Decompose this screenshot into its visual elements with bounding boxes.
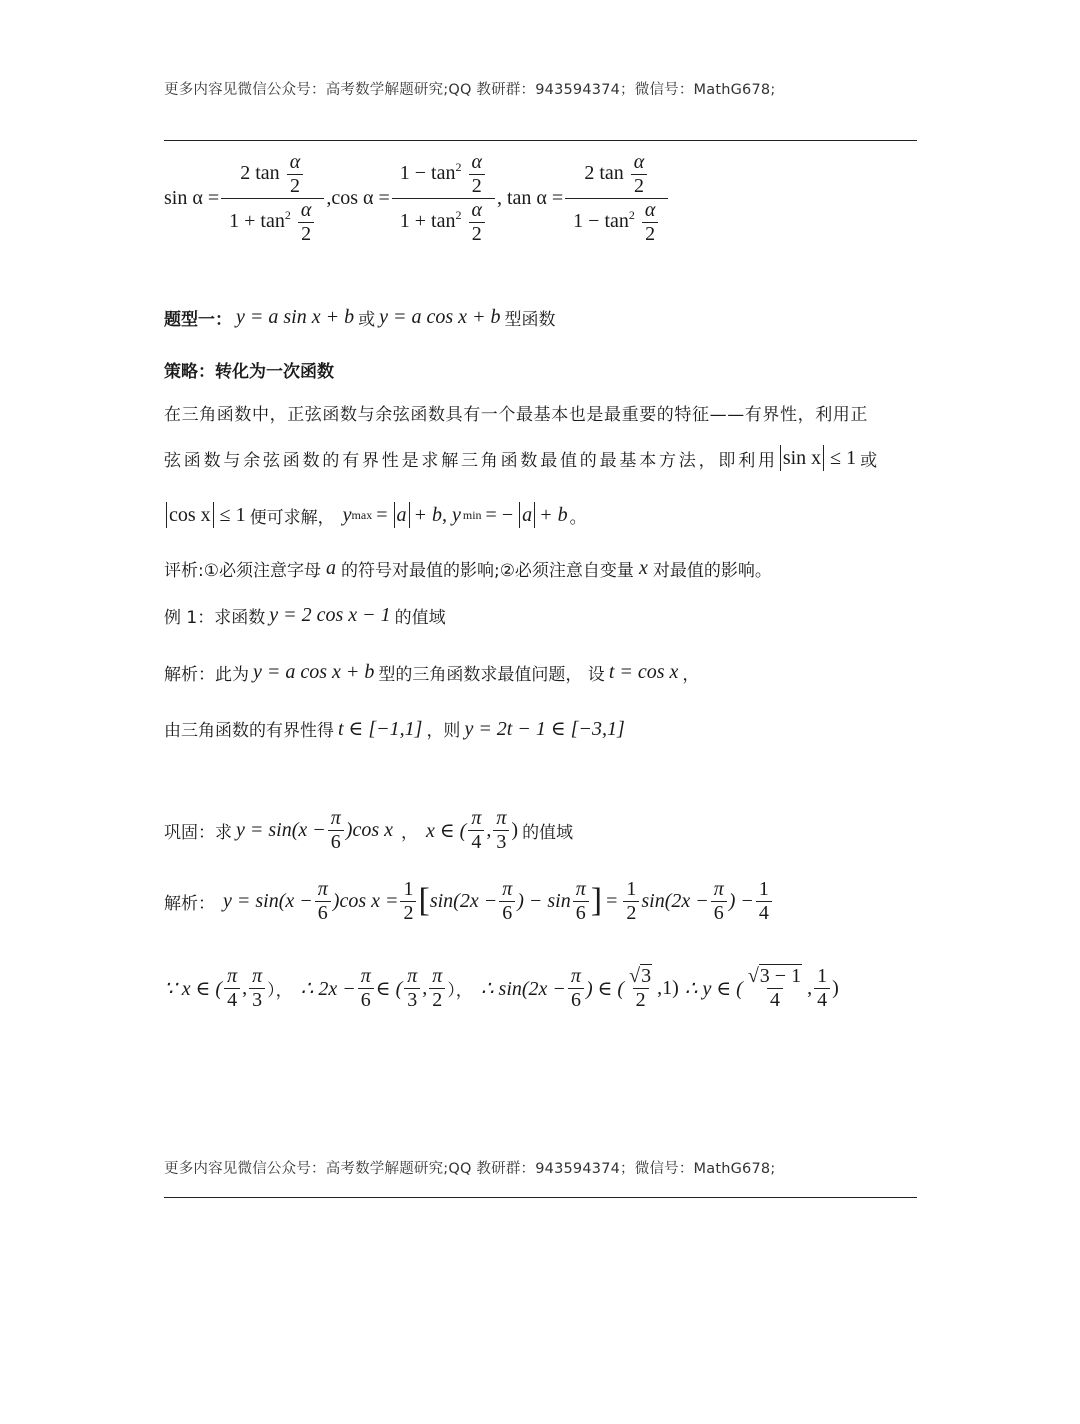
tan-label: , tan α = bbox=[496, 186, 564, 209]
header-text: 更多内容见微信公众号：高考数学解题研究;QQ 教研群：943594374；微信号：MathG678; bbox=[164, 82, 776, 98]
solution1-line: 解析：此为 y = a cos x + b 型的三角函数求最值问题， 设 t = cos x ， bbox=[164, 661, 700, 685]
strategy-heading: 策略：转化为一次函数 bbox=[164, 362, 334, 382]
comment-line: 评析:①必须注意字母 a 的符号对最值的影响;②必须注意自变量 x 对最值的影响。 bbox=[164, 557, 772, 581]
cos-fraction: $1 - \tan^2$ $\frac{\alpha}{2}$ $1 + \tan^2$ $\frac{\alpha}{2}$ bbox=[392, 151, 495, 246]
para-line2: 弦函数与余弦函数的有界性是求解三角函数最值的最基本方法，即利用 sin x ≤ 1 或 bbox=[164, 446, 878, 471]
consolidate-line: 巩固：求 y = sin(x − $\frac{\pi}{6}$ )cos x ， x ∈ ( $\frac{\pi}{4}$ , $\frac{\pi}{3}$ ) 的值域 bbox=[164, 806, 574, 853]
solution2-line: 解析： y = sin(x − $\frac{\pi}{6}$ )cos x = $\frac{1}{2}$ [ sin(2x − $\frac{\pi}{6}$ ) − sin $\frac{\pi}{6}$ ] = $\frac{1}{2}$ sin(2x − $\frac{\pi}{6}$ ) − $\frac{1}{4}$ bbox=[164, 872, 774, 930]
para-line3: cos x ≤ 1 便可求解， y max = a + b, y min = − a + b 。 bbox=[164, 502, 587, 528]
footer-rule bbox=[164, 1197, 917, 1198]
sin-label: sin α = bbox=[164, 186, 220, 209]
tan-fraction: 2 tan $\frac{\alpha}{2}$ $1 - \tan^2$ $\frac{\alpha}{2}$ bbox=[565, 151, 668, 246]
type1-heading: 题型一： y = a sin x + b 或 y = a cos x + b 型函数 bbox=[164, 306, 556, 330]
header-rule bbox=[164, 140, 917, 141]
half-angle-formulas bbox=[164, 148, 670, 248]
solution1b-line: 由三角函数的有界性得 t ∈ [−1,1] ，则 y = 2t − 1 ∈ [−3,1] bbox=[164, 718, 625, 741]
footer-text: 更多内容见微信公众号：高考数学解题研究;QQ 教研群：943594374；微信号：MathG678; bbox=[164, 1161, 776, 1177]
cos-label: ,cos α = bbox=[326, 186, 390, 209]
solution3-line: ∵ x ∈ ( $\frac{\pi}{4}$ , $\frac{\pi}{3}$ ）， ∴ 2x − $\frac{\pi}{6}$ ∈ ( $\frac{\pi}{3}$ , $\frac{\pi}{2}$ ）， ∴ sin(2x − $\frac{\pi}{6}$ ) ∈ ( $\frac{√3}{2}$ ,1) ∴ y ∈ ( $\frac{√3 - 1}{4}$ , $\frac{1}{4}$ ) bbox=[164, 964, 839, 1011]
example1-line: 例 1：求函数 y = 2 cos x − 1 的值域 bbox=[164, 604, 446, 628]
sin-fraction: 2 tan $\frac{\alpha}{2}$ $1 + \tan^2$ $\frac{\alpha}{2}$ bbox=[221, 151, 324, 246]
para-line1: 在三角函数中，正弦函数与余弦函数具有一个最基本也是最重要的特征——有界性，利用正 bbox=[164, 405, 868, 425]
